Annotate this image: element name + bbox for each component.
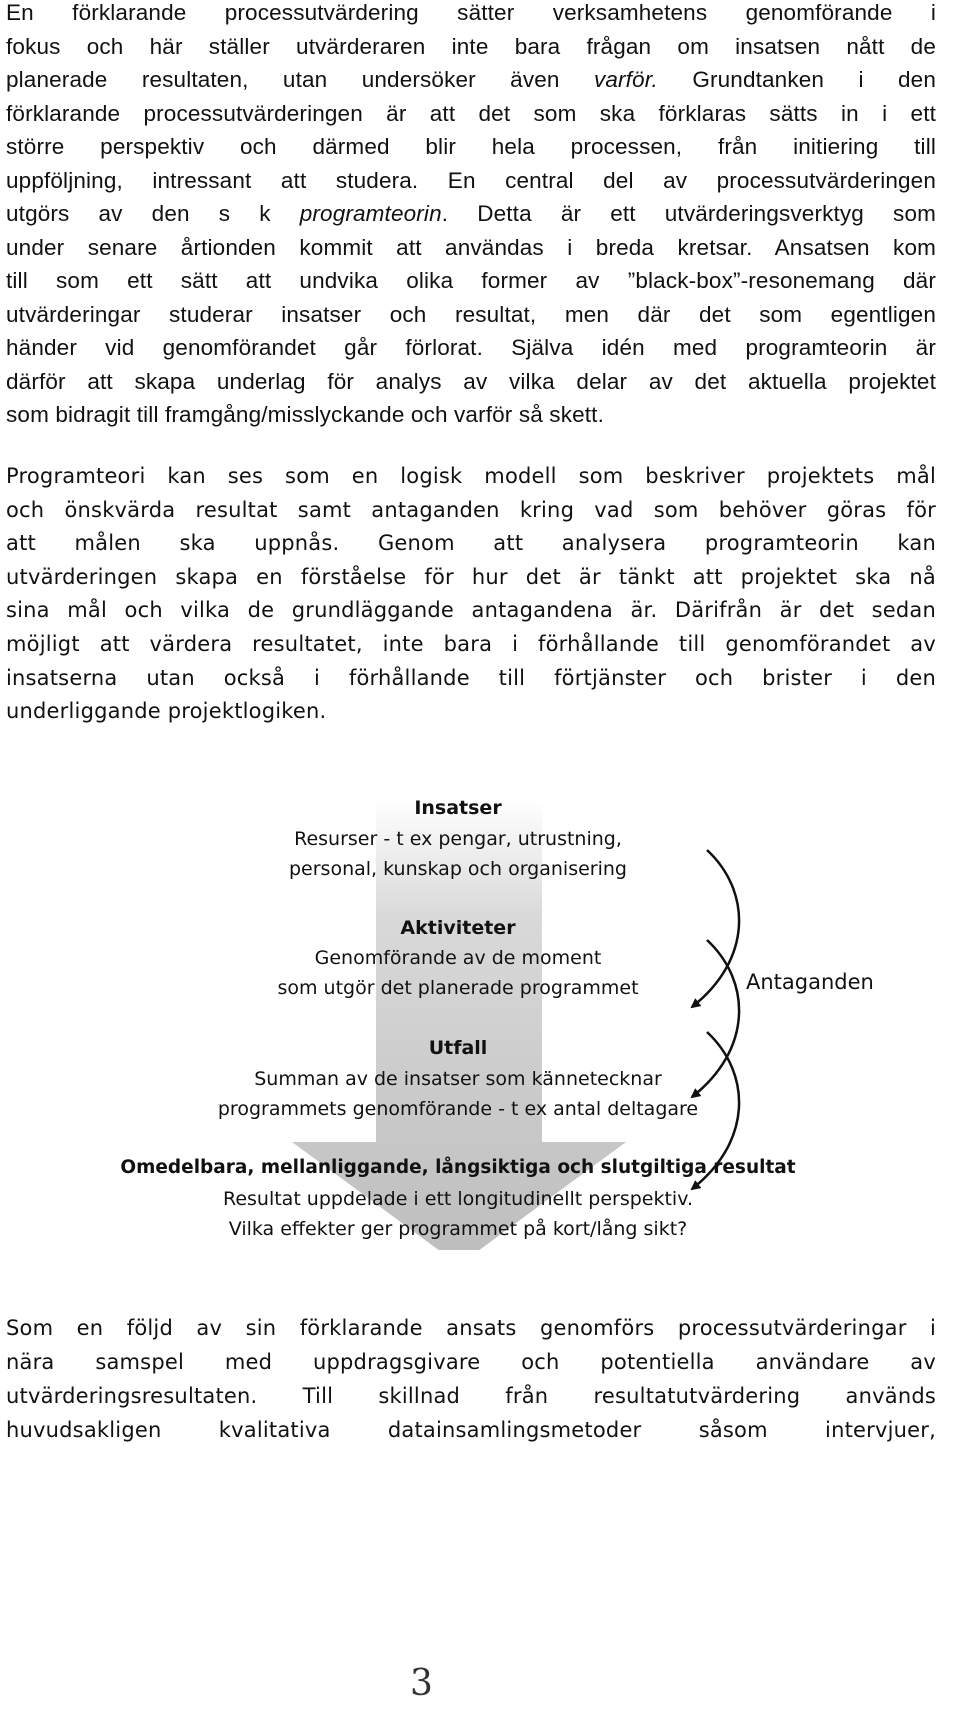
- utfall-text: Summan av de insatser som kännetecknar: [254, 1068, 662, 1090]
- text-line: fokus och här ställer utvärderaren inte bara frågan om insatsen nått de: [6, 33, 936, 59]
- antaganden-label: Antaganden: [746, 970, 874, 994]
- text-line: möjligt att värdera resultatet, inte bara i förhållande till genomförandet av: [6, 631, 936, 656]
- text-line: till som ett sätt att undvika olika former av ”black-box”-resonemang där: [6, 268, 936, 293]
- text-segment: planerade resultaten, utan undersöker även: [6, 67, 594, 92]
- insatser-text: Resurser - t ex pengar, utrustning,: [294, 828, 622, 850]
- text-segment: . Detta är ett utvärderingsverktyg som: [441, 201, 936, 226]
- text-line: underliggande projektlogiken.: [6, 699, 327, 724]
- text-line: utvärderingen skapa en förståelse för hur det är tänkt att projektet ska nå: [6, 564, 936, 589]
- emphasis-varfor: varför.: [593, 67, 658, 92]
- text-line: utvärderingar studerar insatser och resultat, men där det som egentligen: [6, 301, 936, 327]
- text-line: händer vid genomförandet går förlorat. Själva idén med programteorin är: [6, 335, 936, 360]
- text-line: [6, 197, 936, 231]
- text-line: förklarande processutvärderingen är att det som ska förklaras sätts in i ett: [6, 100, 936, 126]
- page-number: 3: [410, 1663, 433, 1704]
- text-line: uppföljning, intressant att studera. En central del av processutvärderingen: [6, 167, 936, 193]
- text-line: [6, 63, 936, 97]
- text-line: därför att skapa underlag för analys av vilka delar av det aktuella projektet: [6, 368, 936, 394]
- utfall-title: Utfall: [428, 1037, 488, 1059]
- text-line: huvudsakligen kvalitativa datainsamlingsmetoder såsom intervjuer,: [6, 1418, 936, 1442]
- paragraph-1: [6, 0, 936, 432]
- resultat-text: Vilka effekter ger programmet på kort/lång sikt?: [228, 1218, 688, 1240]
- aktiviteter-text: Genomförande av de moment: [314, 947, 602, 969]
- utfall-text: programmets genomförande - t ex antal deltagare: [217, 1098, 699, 1120]
- insatser-title: Insatser: [414, 797, 502, 819]
- text-line: under senare årtionden kommit att användas i breda kretsar. Ansatsen kom: [6, 234, 936, 260]
- text-line: utvärderingsresultaten. Till skillnad från resultatutvärdering används: [6, 1384, 936, 1408]
- text-segment: Grundtanken i den: [657, 67, 936, 92]
- text-line: Som en följd av sin förklarande ansats genomförs processutvärderingar i: [6, 1316, 936, 1340]
- resultat-text: Resultat uppdelade i ett longitudinellt perspektiv.: [222, 1188, 694, 1210]
- text-segment: utgörs av den s k: [6, 201, 300, 226]
- text-line: Programteori kan ses som en logisk modell som beskriver projektets mål: [6, 464, 936, 488]
- text-line: insatserna utan också i förhållande till förtjänster och brister i den: [6, 665, 936, 690]
- text-line: större perspektiv och därmed blir hela processen, från initiering till: [6, 134, 936, 159]
- aktiviteter-text: som utgör det planerade programmet: [277, 977, 639, 999]
- emphasis-programteorin: programteorin: [299, 201, 442, 226]
- text-line: som bidragit till framgång/misslyckande och varför så skett.: [6, 402, 604, 427]
- paragraph-3: [6, 1311, 936, 1447]
- resultat-title: Omedelbara, mellanliggande, långsiktiga och slutgiltiga resultat: [120, 1157, 796, 1178]
- text-line: sina mål och vilka de grundläggande antagandena är. Därifrån är det sedan: [6, 598, 936, 623]
- paragraph-2: [6, 460, 936, 729]
- text-line: att målen ska uppnås. Genom att analysera programteorin kan: [6, 531, 936, 556]
- program-theory-diagram: [0, 780, 960, 1250]
- text-line: En förklarande processutvärdering sätter verksamhetens genomförande i: [6, 0, 936, 25]
- aktiviteter-title: Aktiviteter: [400, 917, 516, 939]
- text-line: och önskvärda resultat samt antaganden kring vad som behöver göras för: [6, 497, 936, 522]
- text-line: nära samspel med uppdragsgivare och potentiella användare av: [6, 1350, 936, 1374]
- insatser-text: personal, kunskap och organisering: [288, 858, 627, 880]
